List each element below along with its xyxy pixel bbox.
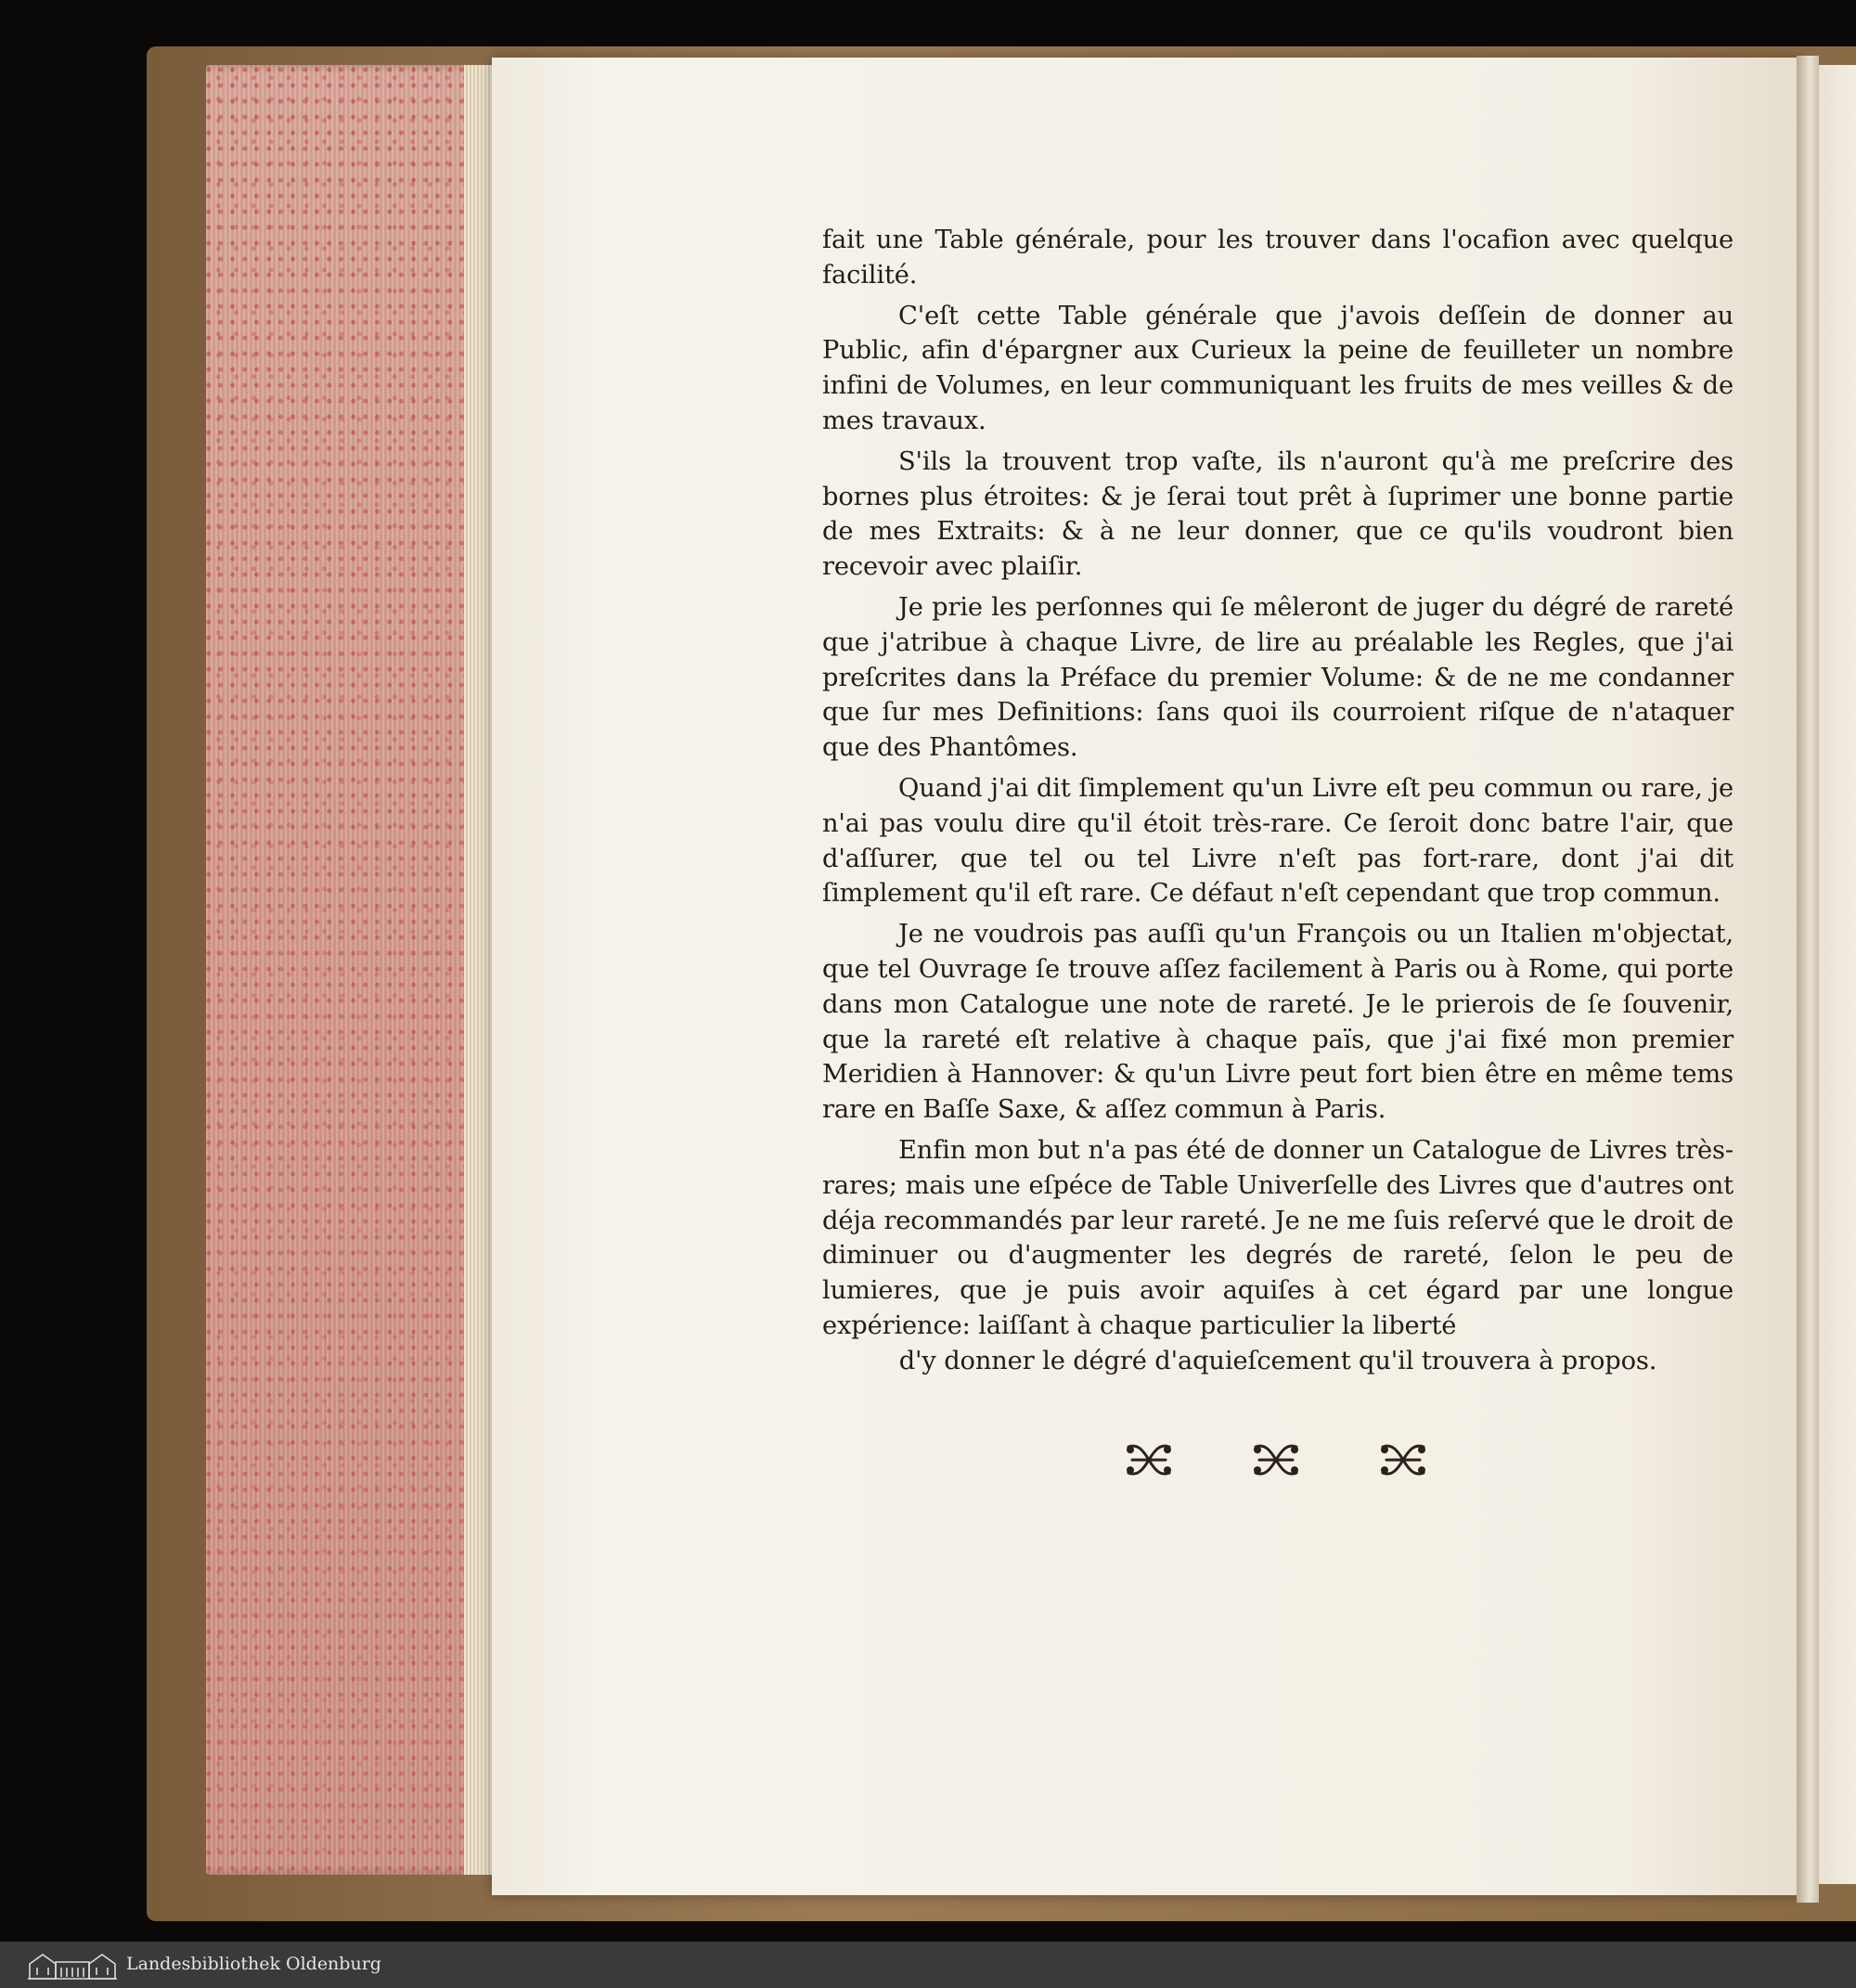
paragraph-7: Enfin mon but n'a pas été de donner un Catalogue de Livres très-rares; mais une eſpéce de Table Univerſelle des Livres que d'autres ont déja recommandés par leur rareté. Je ne me ſuis reſervé que le droit de diminuer ou d'augmenter les degrés de rareté, ſelon le peu de lumieres, que je puis avoir aquiſes à cet égard par une longue expérience: laiſſant à chaque particulier la liberté xyxy=(822,1135,1734,1340)
book-gutter xyxy=(1797,56,1819,1903)
fleuron-ornament-icon xyxy=(1123,1441,1175,1478)
paragraph-1: fait une Table générale, pour les trouver dans l'ocafion avec quelque facilité. xyxy=(822,226,1734,290)
paragraph-3: S'ils la trouvent trop vaſte, ils n'auront qu'à me preſcrire des bornes plus étroites: & je ſerai tout prêt à ſuprimer une bonne partie de mes Extraits: & à ne leur donner, que ce qu'ils voudront bien recevoir avec plaiſir. xyxy=(822,446,1734,582)
fleuron-ornament-icon xyxy=(1250,1441,1302,1478)
next-page-sliver xyxy=(1819,65,1856,1884)
page-text xyxy=(822,223,1734,1385)
paragraph-4: Je prie les perſonnes qui ſe mêleront de juger du dégré de rareté que j'atribue à chaque Livre, de lire au préalable les Regles, que j'ai preſcrites dans la Préface du premier Volume: & de ne me condanner que ſur mes Definitions: ſans quoi ils courroient riſque de n'ataquer que des Phantômes. xyxy=(822,592,1734,763)
fleuron-ornament-icon xyxy=(1377,1441,1429,1478)
paragraph-2: C'eſt cette Table générale que j'avois deſſein de donner au Public, afin d'épargner aux Curieux la peine de feuilleter un nombre infini de Volumes, en leur communiquant les fruits de mes veilles & de mes travaux. xyxy=(822,301,1734,435)
ornament-row xyxy=(1123,1441,1429,1482)
page-edge-block xyxy=(206,65,484,1875)
paragraph-5: Quand j'ai dit ſimplement qu'un Livre eſt peu commun ou rare, je n'ai pas voulu dire qu'il étoit très-rare. Ce ſeroit donc batre l'air, que d'aſſurer, que tel ou tel Livre n'eſt pas fort-rare, dont j'ai dit ſimplement qu'il eſt rare. Ce défaut n'eſt cependant que trop commun. xyxy=(822,773,1734,909)
paragraph-8: d'y donner le dégré d'aquieſcement qu'il trouvera à propos. xyxy=(898,1346,1657,1375)
library-building-logo-icon xyxy=(26,1949,119,1981)
page-edge-light xyxy=(464,65,496,1875)
viewer-footer-bar xyxy=(0,1942,1856,1988)
library-name: Landesbibliothek Oldenburg xyxy=(126,1954,381,1974)
paragraph-6: Je ne voudrois pas auſſi qu'un François ou un Italien m'objectat, que tel Ouvrage ſe trouve aſſez facilement à Paris ou à Rome, qui porte dans mon Catalogue une note de rareté. Je le prierois de ſe ſouvenir, que la rareté eſt relative à chaque païs, que j'ai fixé mon premier Meridien à Hannover: & qu'un Livre peut fort bien être en même tems rare en Baſſe Saxe, & aſſez commun à Paris. xyxy=(822,920,1734,1125)
